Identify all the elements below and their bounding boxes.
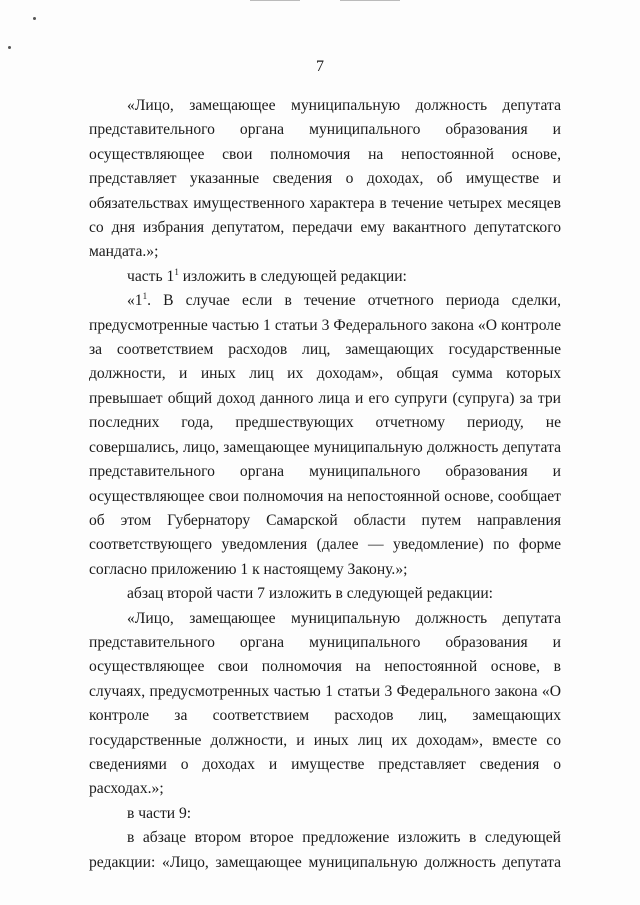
paragraph-2-text-end: изложить в следующей редакции: (178, 267, 407, 285)
paragraph-6: в части 9: (127, 804, 192, 822)
scan-mark (250, 0, 300, 1)
paragraph-1: «Лицо, замещающее муниципальную должность депутата представительного органа муниципального образования и осуществляющее свои полномочия на непостоянной основе, представляет указанные сведения о доходах, об имуществе и обязательствах имущественного характера в течение четырех месяцев со дня избрания депутатом, передачи ему вакантного депутатского мандата.»; (89, 97, 561, 261)
paragraph-3-text: «1 (127, 292, 143, 310)
superscript: 1 (174, 266, 179, 277)
paragraph-2 (89, 265, 561, 289)
paragraph-2-text: часть 1 (127, 267, 175, 285)
superscript: 1 (142, 291, 148, 302)
paragraph-4: абзац второй части 7 изложить в следующей редакции: (127, 585, 494, 603)
paragraph-3-text-end: . В случае если в течение отчетного периода сделки, предусмотренные частью 1 статьи 3 Федерального закона «О контроле за соответствием расходов лиц, замещающих государственные должности, и иных лиц их доходам», общая сумма которых превышает общий доход данного лица и его супруги (супруга) за три последних года, предшествующих отчетному периоду, не совершались, лицо, замещающее муниципальную должность депутата представительного органа муниципального образования и осуществляющее свои полномочия на непостоянной основе, сообщает об этом Губернатору Самарской области путем направления соответствующего уведомления (далее — уведомление) по форме согласно приложению 1 к настоящему Закону.»; (89, 292, 561, 578)
scan-speck (33, 17, 36, 20)
paragraph-3 (89, 289, 561, 582)
paragraph-5: «Лицо, замещающее муниципальную должность депутата представительного органа муниципального образования и осуществляющее свои полномочия на непостоянной основе, в случаях, предусмотренных частью 1 статьи 3 Федерального закона «О контроле за соответствием расходов лиц, замещающих государственные должности, и иных лиц их доходам», вместе со сведениями о доходах и имуществе представляет сведения о расходах.»; (89, 609, 561, 798)
scan-mark (340, 0, 400, 1)
page-number: 7 (316, 58, 324, 75)
paragraph-7: в абзаце втором второе предложение изложить в следующей редакции: «Лицо, замещающее муниципальную должность депутата (89, 829, 561, 871)
scan-speck (8, 46, 11, 49)
document-body (89, 94, 561, 875)
